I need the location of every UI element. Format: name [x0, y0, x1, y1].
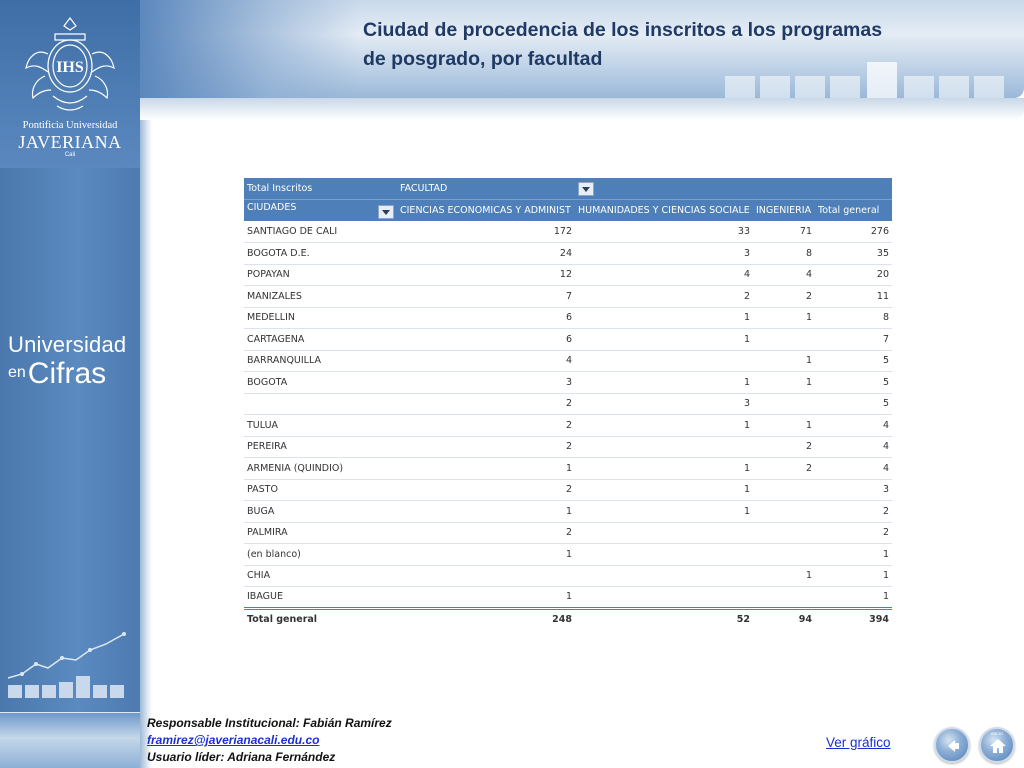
value-cell: 12 — [397, 264, 575, 286]
responsible-text: Responsable Institucional: Fabián Ramírez — [147, 716, 392, 730]
table-row — [244, 372, 892, 394]
column-header-total-general: Total general — [815, 200, 892, 222]
city-cell — [244, 393, 397, 415]
total-cell: 4 — [815, 436, 892, 458]
city-cell: BUGA — [244, 501, 397, 523]
total-cell: 20 — [815, 264, 892, 286]
value-cell: 8 — [753, 243, 815, 265]
value-cell: 1 — [397, 501, 575, 523]
home-label: INICIO — [990, 731, 1004, 736]
table-row — [244, 587, 892, 609]
value-cell: 2 — [753, 458, 815, 480]
grand-total-tg: 394 — [815, 608, 892, 630]
value-cell: 1 — [575, 479, 753, 501]
value-cell: 1 — [575, 307, 753, 329]
value-cell: 1 — [575, 415, 753, 437]
brand-line1: Universidad — [8, 332, 127, 357]
table-row — [244, 393, 892, 415]
value-cell: 1 — [753, 415, 815, 437]
city-cell: BOGOTA D.E. — [244, 243, 397, 265]
crest-icon — [17, 14, 123, 120]
ciudades-filter-dropdown[interactable] — [378, 205, 394, 219]
back-button[interactable] — [934, 727, 970, 763]
city-cell: TULUA — [244, 415, 397, 437]
table-row — [244, 415, 892, 437]
city-cell: SANTIAGO DE CALI — [244, 221, 397, 243]
facultad-field-label: FACULTAD — [400, 183, 448, 194]
table-row — [244, 329, 892, 351]
page-title-line2: de posgrado, por facultad — [363, 48, 603, 70]
value-cell — [397, 565, 575, 587]
footer-credits — [147, 715, 392, 766]
back-arrow-icon — [942, 735, 964, 757]
city-cell: PEREIRA — [244, 436, 397, 458]
total-cell: 4 — [815, 415, 892, 437]
value-cell — [575, 350, 753, 372]
table-row — [244, 565, 892, 587]
table-row — [244, 286, 892, 308]
city-cell: CARTAGENA — [244, 329, 397, 351]
total-cell: 35 — [815, 243, 892, 265]
value-cell: 6 — [397, 329, 575, 351]
column-header-humanidades: HUMANIDADES Y CIENCIAS SOCIALE — [575, 200, 753, 222]
value-cell: 4 — [575, 264, 753, 286]
value-cell: 2 — [397, 479, 575, 501]
facultad-filter-cell — [575, 178, 753, 200]
university-city: Cali — [64, 152, 76, 158]
city-cell: MANIZALES — [244, 286, 397, 308]
brand-line2: Cifras — [27, 357, 107, 390]
value-cell — [753, 501, 815, 523]
city-cell: POPAYAN — [244, 264, 397, 286]
grand-total-in: 94 — [753, 608, 815, 630]
value-cell: 1 — [397, 587, 575, 609]
city-cell: PASTO — [244, 479, 397, 501]
value-cell — [575, 587, 753, 609]
value-cell: 3 — [575, 393, 753, 415]
brand-universidad-en-cifras — [8, 332, 126, 390]
brand-en: en — [8, 364, 26, 381]
value-cell: 4 — [397, 350, 575, 372]
total-cell: 2 — [815, 522, 892, 544]
column-header-ingenieria: INGENIERIA — [753, 200, 815, 222]
pivot-header-row-1 — [244, 178, 892, 200]
sidebar-bottom-band — [0, 712, 140, 768]
table-row — [244, 243, 892, 265]
crest-monogram: IHS — [56, 59, 84, 76]
value-cell: 6 — [397, 307, 575, 329]
total-cell: 3 — [815, 479, 892, 501]
email-link[interactable]: framirez@javerianacali.edu.co — [147, 733, 320, 747]
city-cell: BOGOTA — [244, 372, 397, 394]
city-cell: BARRANQUILLA — [244, 350, 397, 372]
value-cell — [753, 522, 815, 544]
total-cell: 1 — [815, 587, 892, 609]
grand-total-ce: 248 — [397, 608, 575, 630]
table-row — [244, 436, 892, 458]
grand-total-label: Total general — [244, 608, 397, 630]
ciudades-field-label: CIUDADES — [247, 202, 297, 213]
city-cell: ARMENIA (QUINDIO) — [244, 458, 397, 480]
city-cell: IBAGUE — [244, 587, 397, 609]
value-cell: 4 — [753, 264, 815, 286]
value-cell — [753, 329, 815, 351]
sidebar-chart-icon — [6, 630, 134, 702]
value-cell: 3 — [575, 243, 753, 265]
home-icon — [987, 735, 1009, 757]
value-cell: 1 — [753, 350, 815, 372]
facultad-field-header — [397, 178, 575, 200]
table-row — [244, 221, 892, 243]
column-header-ciencias-economicas: CIENCIAS ECONOMICAS Y ADMINIST — [397, 200, 575, 222]
value-cell: 2 — [397, 436, 575, 458]
total-cell: 1 — [815, 544, 892, 566]
city-cell: CHIA — [244, 565, 397, 587]
total-cell: 8 — [815, 307, 892, 329]
value-cell: 2 — [753, 436, 815, 458]
value-cell: 2 — [753, 286, 815, 308]
value-cell: 1 — [753, 307, 815, 329]
value-cell: 33 — [575, 221, 753, 243]
value-cell — [575, 522, 753, 544]
page-title-line1: Ciudad de procedencia de los inscritos a los programas — [363, 19, 883, 41]
table-row — [244, 307, 892, 329]
city-cell: MEDELLIN — [244, 307, 397, 329]
value-cell — [753, 393, 815, 415]
pivot-corner-label: Total Inscritos — [244, 178, 397, 200]
grand-total-row — [244, 608, 892, 630]
university-name-line2: JAVERIANA — [18, 132, 122, 152]
table-row — [244, 350, 892, 372]
city-cell: (en blanco) — [244, 544, 397, 566]
value-cell: 1 — [575, 501, 753, 523]
city-cell: PALMIRA — [244, 522, 397, 544]
value-cell: 1 — [753, 565, 815, 587]
sidebar — [0, 0, 140, 768]
value-cell — [753, 544, 815, 566]
grand-total-hu: 52 — [575, 608, 753, 630]
pivot-header-row-2 — [244, 200, 892, 222]
table-row — [244, 501, 892, 523]
value-cell: 2 — [397, 415, 575, 437]
total-cell: 11 — [815, 286, 892, 308]
total-cell: 7 — [815, 329, 892, 351]
value-cell: 1 — [397, 458, 575, 480]
table-row — [244, 458, 892, 480]
total-cell: 4 — [815, 458, 892, 480]
pivot-table — [244, 178, 892, 630]
total-cell: 276 — [815, 221, 892, 243]
ver-grafico-link[interactable]: Ver gráfico — [826, 735, 891, 750]
table-row — [244, 479, 892, 501]
university-name-line1: Pontificia Universidad — [22, 120, 118, 131]
value-cell: 1 — [397, 544, 575, 566]
total-cell: 2 — [815, 501, 892, 523]
value-cell: 1 — [575, 458, 753, 480]
table-row — [244, 522, 892, 544]
value-cell — [575, 565, 753, 587]
total-cell: 5 — [815, 350, 892, 372]
table-row — [244, 544, 892, 566]
total-cell: 5 — [815, 372, 892, 394]
value-cell — [575, 544, 753, 566]
value-cell: 1 — [575, 372, 753, 394]
value-cell — [753, 479, 815, 501]
home-button[interactable] — [979, 727, 1015, 763]
value-cell: 2 — [397, 393, 575, 415]
value-cell: 24 — [397, 243, 575, 265]
total-cell: 1 — [815, 565, 892, 587]
leader-text: Usuario líder: Adriana Fernández — [147, 750, 336, 764]
value-cell: 3 — [397, 372, 575, 394]
value-cell — [575, 436, 753, 458]
ciudades-field-header — [244, 200, 397, 222]
total-cell: 5 — [815, 393, 892, 415]
facultad-filter-dropdown[interactable] — [578, 182, 594, 196]
value-cell — [753, 587, 815, 609]
value-cell: 2 — [397, 522, 575, 544]
value-cell: 1 — [575, 329, 753, 351]
value-cell: 1 — [753, 372, 815, 394]
value-cell: 172 — [397, 221, 575, 243]
value-cell: 71 — [753, 221, 815, 243]
value-cell: 2 — [575, 286, 753, 308]
table-row — [244, 264, 892, 286]
page-title — [363, 16, 983, 74]
value-cell: 7 — [397, 286, 575, 308]
